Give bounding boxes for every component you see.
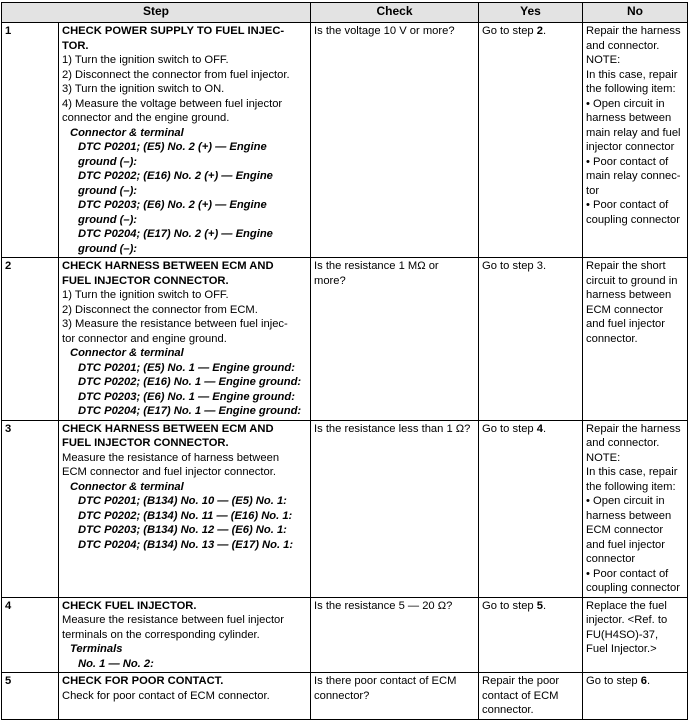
yes-cell xyxy=(479,420,583,597)
yes-line: contact of ECM xyxy=(482,689,559,702)
yes-text: Go to step xyxy=(482,422,537,435)
yes-text-end: . xyxy=(542,25,547,37)
no-line: NOTE: xyxy=(586,54,621,66)
yes-text-end: . xyxy=(542,599,547,612)
step-cell xyxy=(59,673,311,720)
no-cell xyxy=(583,420,688,597)
no-line: • Poor contact of xyxy=(586,199,669,211)
step-line: terminals on the corresponding cylinder. xyxy=(62,628,260,641)
no-line: Repair the short xyxy=(586,260,666,272)
no-step-ref: 6 xyxy=(640,675,647,687)
no-line: Repair the harness xyxy=(586,25,681,37)
check-cell xyxy=(311,597,479,673)
connector-line: DTC P0202; (E16) No. 2 (+) — Engine xyxy=(78,170,273,182)
no-line: Replace the fuel xyxy=(586,599,667,612)
no-cell xyxy=(583,258,688,421)
no-line: • Poor contact of xyxy=(586,155,669,168)
connector-line: DTC P0204; (B134) No. 13 — (E17) No. 1: xyxy=(78,538,294,551)
yes-cell xyxy=(479,673,583,720)
connector-heading: Connector & terminal xyxy=(70,126,184,139)
connector-line: DTC P0203; (E6) No. 1 — Engine ground: xyxy=(78,390,295,403)
step-line: 3) Measure the resistance between fuel injec- xyxy=(62,318,288,330)
step-number: 2 xyxy=(2,258,59,421)
step-line: 2) Disconnect the connector from fuel injector. xyxy=(62,68,290,81)
step-line: 1) Turn the ignition switch to OFF. xyxy=(62,289,229,301)
step-number: 4 xyxy=(2,597,59,673)
no-cell xyxy=(583,673,688,720)
no-line: • Open circuit in xyxy=(586,97,665,110)
connector-line: DTC P0203; (E6) No. 2 (+) — Engine xyxy=(78,199,267,211)
no-line: the following item: xyxy=(586,83,676,95)
yes-line: connector. xyxy=(482,704,534,716)
step-line: connector and the engine ground. xyxy=(62,112,230,124)
table-row xyxy=(2,258,688,421)
connector-line: DTC P0202; (B134) No. 11 — (E16) No. 1: xyxy=(78,509,293,522)
step-line: 3) Turn the ignition switch to ON. xyxy=(62,83,225,95)
step-line: Measure the resistance between fuel injector xyxy=(62,614,285,626)
no-line: ECM connector xyxy=(586,303,664,316)
table-row xyxy=(2,23,688,258)
yes-text: Go to step xyxy=(482,25,537,37)
step-title: FUEL INJECTOR CONNECTOR. xyxy=(62,274,229,287)
yes-text: Go to step xyxy=(482,599,537,612)
check-cell xyxy=(311,420,479,597)
table-row xyxy=(2,420,688,597)
connector-line: DTC P0201; (B134) No. 10 — (E5) No. 1: xyxy=(78,495,287,507)
step-line: Measure the resistance of harness between xyxy=(62,451,280,464)
check-text: more? xyxy=(314,274,346,287)
no-line: circuit to ground in xyxy=(586,274,678,287)
header-step: Step xyxy=(2,3,311,23)
no-line: tor xyxy=(586,184,600,197)
no-line: coupling connector xyxy=(586,582,680,594)
step-title: CHECK FUEL INJECTOR. xyxy=(62,599,197,612)
no-text: Go to step xyxy=(586,675,641,687)
no-line: injector. <Ref. to xyxy=(586,614,668,626)
no-cell xyxy=(583,597,688,673)
no-line: • Poor contact of xyxy=(586,567,669,580)
yes-cell xyxy=(479,597,583,673)
step-line: Check for poor contact of ECM connector. xyxy=(62,689,270,702)
connector-line: DTC P0203; (B134) No. 12 — (E6) No. 1: xyxy=(78,524,287,536)
no-line: Repair the harness xyxy=(586,422,681,435)
yes-text-end: . xyxy=(542,260,547,272)
connector-line: ground (–): xyxy=(78,155,138,168)
no-line: main relay connec- xyxy=(586,170,681,182)
yes-step-ref: 2 xyxy=(536,25,543,37)
step-number: 5 xyxy=(2,673,59,720)
no-line: In this case, repair xyxy=(586,466,678,478)
no-line: and fuel injector xyxy=(586,538,666,551)
no-line: harness between xyxy=(586,509,672,522)
connector-line: DTC P0201; (E5) No. 1 — Engine ground: xyxy=(78,361,295,374)
diagnostic-table xyxy=(1,2,688,720)
terminals-line: No. 1 — No. 2: xyxy=(78,657,154,670)
table-row xyxy=(2,673,688,720)
yes-step-ref: 3 xyxy=(536,260,543,272)
header-no: No xyxy=(583,3,688,23)
yes-line: Repair the poor xyxy=(482,675,560,687)
check-text: Is there poor contact of ECM xyxy=(314,675,457,687)
connector-line: ground (–): xyxy=(78,184,138,197)
step-title: TOR. xyxy=(62,39,89,52)
no-line: harness between xyxy=(586,112,672,124)
no-line: injector connector xyxy=(586,141,675,153)
yes-step-ref: 4 xyxy=(536,422,543,435)
table-row xyxy=(2,597,688,673)
step-title: CHECK POWER SUPPLY TO FUEL INJEC- xyxy=(62,25,285,37)
no-line: and connector. xyxy=(586,437,660,449)
step-title: CHECK HARNESS BETWEEN ECM AND xyxy=(62,260,274,272)
no-line: and connector. xyxy=(586,39,660,52)
check-cell xyxy=(311,258,479,421)
check-text: Is the voltage 10 V or more? xyxy=(314,25,455,37)
step-line: tor connector and engine ground. xyxy=(62,332,227,345)
step-cell xyxy=(59,420,311,597)
connector-line: DTC P0201; (E5) No. 2 (+) — Engine xyxy=(78,141,267,153)
step-title: CHECK HARNESS BETWEEN ECM AND xyxy=(62,422,274,435)
no-line: NOTE: xyxy=(586,451,621,464)
no-line: FU(H4SO)-37, xyxy=(586,628,659,641)
check-text: Is the resistance less than 1 Ω? xyxy=(314,422,471,435)
no-line: ECM connector xyxy=(586,524,664,536)
connector-line: ground (–): xyxy=(78,242,138,255)
connector-line: DTC P0202; (E16) No. 1 — Engine ground: xyxy=(78,376,302,388)
no-line: In this case, repair xyxy=(586,68,678,81)
no-line: and fuel injector xyxy=(586,318,666,330)
step-line: 1) Turn the ignition switch to OFF. xyxy=(62,54,229,66)
step-line: 2) Disconnect the connector from ECM. xyxy=(62,303,258,316)
no-line: Fuel Injector.> xyxy=(586,643,657,655)
step-number: 3 xyxy=(2,420,59,597)
connector-line: ground (–): xyxy=(78,213,138,226)
header-yes: Yes xyxy=(479,3,583,23)
yes-step-ref: 5 xyxy=(536,599,543,612)
step-cell xyxy=(59,23,311,258)
step-cell xyxy=(59,597,311,673)
check-cell xyxy=(311,673,479,720)
terminals-heading: Terminals xyxy=(70,643,123,655)
yes-text: Go to step xyxy=(482,260,537,272)
no-line: harness between xyxy=(586,289,672,301)
header-check: Check xyxy=(311,3,479,23)
check-text: Is the resistance 1 MΩ or xyxy=(314,260,439,272)
check-text: Is the resistance 5 — 20 Ω? xyxy=(314,599,453,612)
step-line: ECM connector and fuel injector connector. xyxy=(62,466,276,478)
step-cell xyxy=(59,258,311,421)
no-line: main relay and fuel xyxy=(586,126,681,139)
step-line: 4) Measure the voltage between fuel injector xyxy=(62,97,283,110)
header-row xyxy=(2,3,688,23)
no-line: the following item: xyxy=(586,480,676,493)
no-line: connector. xyxy=(586,332,638,345)
connector-heading: Connector & terminal xyxy=(70,480,184,493)
yes-text-end: . xyxy=(542,422,547,435)
yes-cell xyxy=(479,258,583,421)
connector-line: DTC P0204; (E17) No. 2 (+) — Engine xyxy=(78,228,273,240)
connector-line: DTC P0204; (E17) No. 1 — Engine ground: xyxy=(78,405,302,417)
no-cell xyxy=(583,23,688,258)
no-line: • Open circuit in xyxy=(586,495,665,507)
no-line: coupling connector xyxy=(586,213,680,226)
connector-heading: Connector & terminal xyxy=(70,347,184,359)
yes-cell xyxy=(479,23,583,258)
check-text: connector? xyxy=(314,689,370,702)
no-line: connector xyxy=(586,553,636,565)
step-title: CHECK FOR POOR CONTACT. xyxy=(62,675,224,687)
no-text-end: . xyxy=(646,675,651,687)
step-title: FUEL INJECTOR CONNECTOR. xyxy=(62,437,229,449)
check-cell xyxy=(311,23,479,258)
step-number: 1 xyxy=(2,23,59,258)
